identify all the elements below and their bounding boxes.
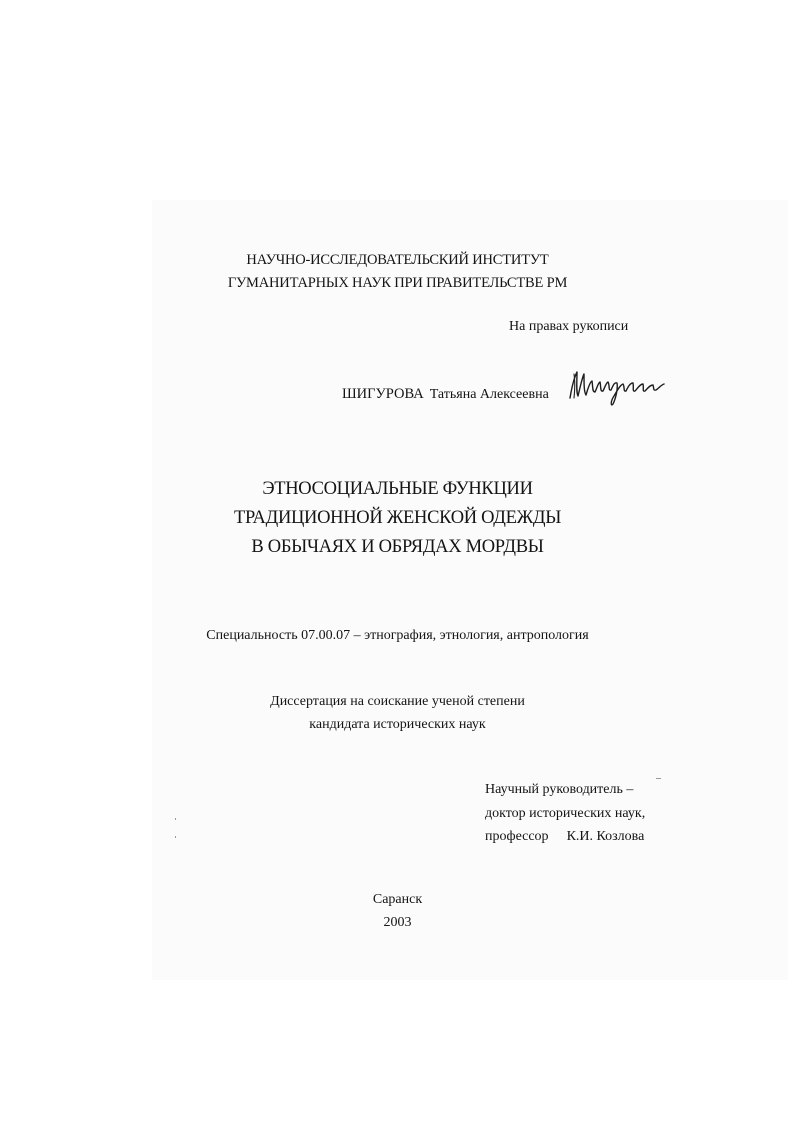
scan-speck (175, 836, 176, 838)
dissertation-degree-line-2: кандидата исторических наук (309, 717, 486, 732)
dissertation-degree-line-1: Диссертация на соискание ученой степени (270, 694, 525, 709)
specialty-line: Специальность 07.00.07 – этнография, этнология, антропология (206, 628, 589, 643)
dissertation-title-line-1: ЭТНОСОЦИАЛЬНЫЕ ФУНКЦИИ (262, 479, 533, 499)
author-signature (566, 368, 670, 408)
author-name (342, 387, 549, 402)
scan-speck (175, 818, 176, 820)
institute-line-1: НАУЧНО-ИССЛЕДОВАТЕЛЬСКИЙ ИНСТИТУТ (246, 252, 549, 268)
supervisor-name: К.И. Козлова (566, 829, 645, 844)
author-given-names: Татьяна Алексеевна (429, 387, 549, 402)
manuscript-note: На правах рукописи (509, 319, 629, 334)
supervisor-position: профессор (485, 829, 549, 844)
supervisor-line-2: доктор исторических наук, (485, 806, 646, 821)
author-surname: ШИГУРОВА (342, 386, 424, 402)
supervisor-line-1: Научный руководитель – (485, 782, 634, 797)
dissertation-title-line-2: ТРАДИЦИОННОЙ ЖЕНСКОЙ ОДЕЖДЫ (233, 508, 562, 528)
scan-speck (656, 778, 661, 779)
scanned-page-area (152, 200, 788, 980)
supervisor-line-3 (485, 830, 644, 844)
city: Саранск (372, 892, 423, 907)
year: 2003 (383, 915, 412, 930)
institute-line-2: ГУМАНИТАРНЫХ НАУК ПРИ ПРАВИТЕЛЬСТВЕ РМ (227, 275, 568, 291)
dissertation-title-line-3: В ОБЫЧАЯХ И ОБРЯДАХ МОРДВЫ (251, 537, 544, 557)
